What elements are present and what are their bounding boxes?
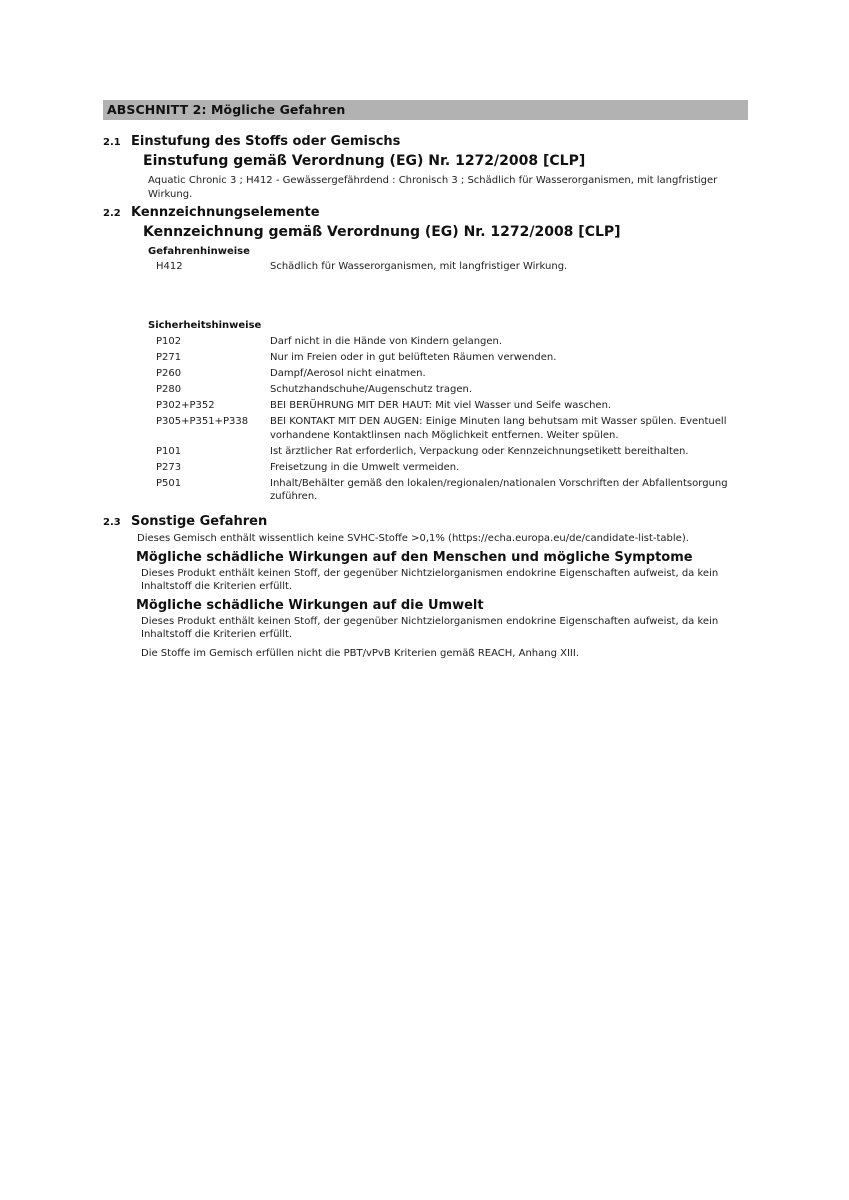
hazard-statement-row [156, 260, 748, 274]
precautionary-statements-table [156, 335, 748, 504]
statement-code: P271 [156, 352, 182, 363]
precautionary-statement-row [156, 367, 748, 381]
statement-code: P305+P351+P338 [156, 416, 249, 427]
section-2-1-title: Einstufung des Stoffs oder Gemischs [131, 134, 401, 149]
statement-text: Freisetzung in die Umwelt vermeiden. [270, 461, 460, 473]
precautionary-statement-row [156, 399, 748, 413]
statement-code: P102 [156, 336, 182, 347]
statement-code: P501 [156, 477, 182, 489]
statement-code: H412 [156, 261, 183, 272]
human-effects-text: Dieses Produkt enthält keinen Stoff, der gegenüber Nichtzielorganismen endokrine Eigenschaften aufweist, da kein Inhaltstoff die Kriterien erfüllt. [141, 567, 719, 592]
precautionary-statement-row [156, 477, 748, 504]
clp-labelling-heading: Kennzeichnung gemäß Verordnung (EG) Nr. 1272/2008 [CLP] [143, 224, 621, 240]
page-content [103, 100, 748, 660]
section-2-3 [103, 514, 748, 660]
precautionary-statement-row [156, 383, 748, 397]
section-header-title: ABSCHNITT 2: Mögliche Gefahren [107, 102, 346, 117]
classification-text: Aquatic Chronic 3 ; H412 - Gewässergefährdend : Chronisch 3 ; Schädlich für Wasserorganismen, mit langfristiger Wirkung. [148, 175, 718, 200]
statement-text: Schädlich für Wasserorganismen, mit langfristiger Wirkung. [270, 261, 568, 272]
precautionary-statement-row [156, 351, 748, 365]
human-effects-heading: Mögliche schädliche Wirkungen auf den Menschen und mögliche Symptome [136, 549, 693, 565]
statement-code: P280 [156, 384, 182, 395]
hazard-statements-table [156, 260, 748, 274]
statement-text: Dampf/Aerosol nicht einatmen. [270, 368, 426, 379]
precautionary-statement-row [156, 335, 748, 349]
section-2-2-title: Kennzeichnungselemente [131, 205, 320, 220]
section-header-bar [103, 100, 748, 120]
statement-text: Nur im Freien oder in gut belüfteten Räumen verwenden. [270, 352, 557, 363]
statement-text: BEI KONTAKT MIT DEN AUGEN: Einige Minuten lang behutsam mit Wasser spülen. Eventuell vorhandene Kontaktlinsen nach Möglichkeit entfernen. Weiter spülen. [270, 416, 727, 441]
statement-code: P260 [156, 368, 182, 379]
section-number: 2.1 [103, 137, 121, 148]
section-2-1 [103, 134, 748, 201]
precautionary-statement-row [156, 415, 748, 442]
clp-classification-heading: Einstufung gemäß Verordnung (EG) Nr. 1272/2008 [CLP] [143, 153, 586, 169]
precautionary-statement-row [156, 445, 748, 459]
statement-code: P273 [156, 461, 182, 473]
pictogram-area-empty [131, 276, 748, 320]
statement-text: Darf nicht in die Hände von Kindern gelangen. [270, 336, 503, 347]
section-number: 2.3 [103, 517, 121, 528]
section-2-3-title: Sonstige Gefahren [131, 514, 268, 529]
svhc-note: Dieses Gemisch enthält wissentlich keine SVHC-Stoffe >0,1% (https://echa.europa.eu/de/candidate-list-table). [137, 533, 689, 544]
section-2-2 [103, 205, 748, 506]
statement-code: P101 [156, 445, 182, 457]
section-number: 2.2 [103, 208, 121, 219]
statement-text: Inhalt/Behälter gemäß den lokalen/regionalen/nationalen Vorschriften der Abfallentsorgung zuführen. [270, 477, 728, 502]
statement-text: Ist ärztlicher Rat erforderlich, Verpackung oder Kennzeichnungsetikett bereithalten. [270, 445, 689, 457]
environment-effects-heading: Mögliche schädliche Wirkungen auf die Umwelt [136, 597, 484, 613]
pbt-vpvb-note: Die Stoffe im Gemisch erfüllen nicht die PBT/vPvB Kriterien gemäß REACH, Anhang XIII. [141, 647, 579, 659]
statement-code: P302+P352 [156, 400, 215, 411]
hazard-statements-heading: Gefahrenhinweise [148, 246, 250, 257]
statement-text: BEI BERÜHRUNG MIT DER HAUT: Mit viel Wasser und Seife waschen. [270, 400, 612, 411]
statement-text: Schutzhandschuhe/Augenschutz tragen. [270, 384, 473, 395]
precautionary-statement-row [156, 461, 748, 475]
environment-effects-text: Dieses Produkt enthält keinen Stoff, der gegenüber Nichtzielorganismen endokrine Eigenschaften aufweist, da kein Inhaltstoff die Kriterien erfüllt. [141, 615, 719, 640]
precautionary-statements-heading: Sicherheitshinweise [148, 320, 262, 331]
